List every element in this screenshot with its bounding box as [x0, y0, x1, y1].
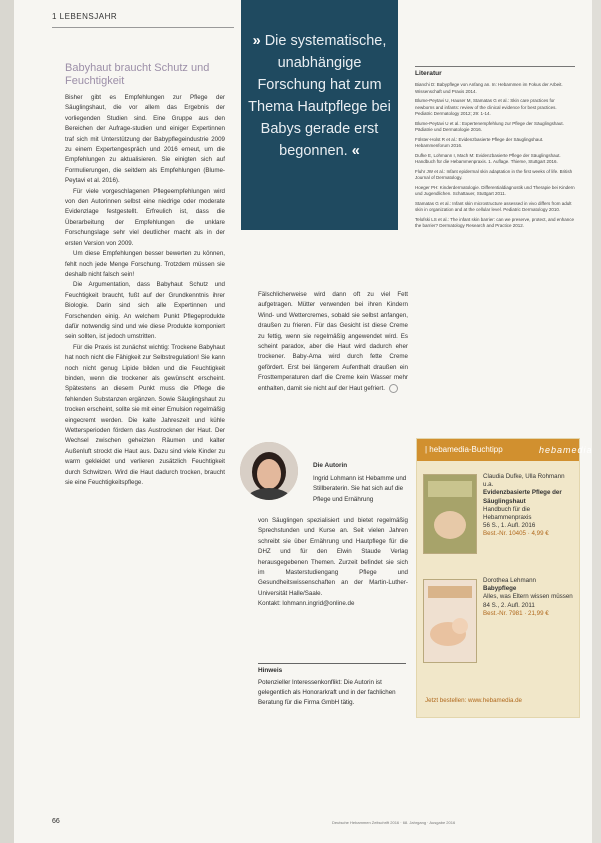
page-number: 66	[52, 818, 60, 825]
body-paragraph: Fälschlicherweise wird dann oft zu viel Fett aufgetragen. Mütter verwenden bei ihren Kindern Wind- und Wettercremes, sobald sie selbst anfangen, draußen zu frieren. Für das Gesicht ist diese Creme zu fettig, wenn sie regelmäßig angewendet wird. Es scheint paradox, aber die Haut wird dadurch eher trockener. Baby-Ama wird durch fette Creme gefördert. Erst bei längerem Aufenthalt draußen ein Frosttemperaturen darf die Creme kein Wasser mehr enthalten, damit sie nicht auf der Haut gefriert.	[258, 291, 408, 392]
author-photo	[240, 442, 298, 500]
book-tip-header	[417, 439, 593, 461]
book-authors: Claudia Dufke, Ulla Rohmann u.a.	[483, 473, 565, 489]
author-contact: Kontakt: lohmann.ingrid@online.de	[258, 600, 355, 608]
literature-divider	[415, 66, 575, 67]
book-authors: Dorothea Lehmann	[483, 577, 536, 584]
section-header: 1 LEBENSJAHR	[52, 12, 118, 21]
hinweis-text: Potenzieller Interessenkonflikt: Die Autorin ist gelegentlich als Honorarkraft und in der fachlichen Beratung für die Firma GmbH tätig.	[258, 679, 396, 706]
book-cover-1[interactable]	[423, 474, 477, 554]
book-edition: 56 S., 1. Aufl. 2016	[483, 522, 536, 530]
order-link[interactable]: Jetzt bestellen: www.hebamedia.de	[425, 697, 522, 704]
book-subtitle: Handbuch für die Hebammenpraxis	[483, 505, 532, 522]
page-footer: Deutsche Hebammen Zeitschrift 2016 · 68. Jahrgang · Ausgabe 2016	[332, 820, 456, 825]
article-end-icon	[389, 384, 398, 393]
book-subtitle: Alles, was Eltern wissen müssen	[483, 593, 573, 601]
book-price: Best.-Nr. 10405 · 4,99 €	[483, 530, 549, 538]
book-edition: 84 S., 2. Aufl. 2011	[483, 601, 535, 609]
hebamedia-logo: hebamedia	[539, 445, 593, 455]
body-paragraph: Für die Praxis ist zunächst wichtig: Trockene Babyhaut hat noch nicht die Fähigkeit zur Selbstregulation! Sie kann noch nicht genug Lipide bilden und die Feuchtigkeit binden, wenn die trockener als gewünscht erscheint. Spätestens an diesem Punkt muss die Pflege die fehlenden Substanzen ergänzen. Sowie Säuglingshaut zu trocken erscheint, sollte sie mit einer Emulsion regelmäßig eingecremt werden. Die kalte Jahreszeit und kühle Wettersperioden fördern das Austrocknen der Haut. Der Wechsel zwischen geheizten Räumen und kalter Außenluft strockt die Haut aus. Dazu sind viele Kinder zu warm gekleidet und verlieren zusätzlich Feuchtigkeit durch Schwitzen. Wird die Haut dadurch trocken, braucht sie eine Feuchtigkeitspflege.	[65, 343, 225, 487]
body-paragraph: Die Argumentation, dass Babyhaut Schutz und Feuchtigkeit braucht, fußt auf der Grundkenntnis ihrer Biologie. Darin sind sich alle Expertinnen und Forschenden einig. An welchem Punkt Pflegeprodukte dafür notwendig sind und wie diese Produkte komponiert sein sollten, ist jedoch umstritten.	[65, 281, 225, 341]
book-price: Best.-Nr. 7981 · 21,99 €	[483, 609, 549, 617]
literature-entry: Hoeger PH: Kinderdermatologie. Differentialdiagnostik und Therapie bei Kindern und Jugendlichen. Schattauer, Stuttgart 2011.	[415, 184, 575, 196]
literature-entry: Telofski LS et al.: The infant skin barrier: can we preserve, protect, and enhance the barrier? Dermatology Research and Practice 2012.	[415, 216, 575, 228]
quote-open-mark: »	[252, 33, 261, 49]
hinweis-heading: Hinweis	[258, 667, 283, 674]
body-column-2	[258, 290, 408, 420]
author-bio	[258, 516, 408, 648]
body-paragraph: Bisher gibt es Empfehlungen zur Pflege der Säuglingshaut, die vor allem das Ergebnis der vorliegenden Studien sind. Eine Gruppe aus den Bereichen der Aufrage-studien und einiger Expertinnen traf sich mit Unterstützung der Babypflegeindustrie 2009 zu einem Expertengespräch und 2016 erneut, um die Empfehlungen zu aktualisieren. Sie einigten sich auf Formulierungen, die seitdem als Empfehlungen (Blume-Peytavi et al. 2016).	[65, 94, 225, 185]
literature-entry: Fluhr JW et al.: Infant epidermal skin adaptation in the first weeks of life. British Journal of Dermatology.	[415, 168, 573, 180]
body-paragraph: Um diese Empfehlungen besser bewerten zu können, fehlt noch jede Menge Forschung. Trotzdem müssen sie deshalb nicht falsch sein!	[65, 250, 225, 278]
pull-quote	[241, 0, 398, 230]
author-heading: Die Autorin	[313, 462, 348, 469]
book-info-1	[483, 473, 575, 539]
pull-quote-text: Die systematische, unabhängige Forschung hat zum Thema Hautpflege bei Babys gerade erst begonnen.	[248, 33, 391, 159]
literature-entry: Blume-Peytavi U, Hauser M, Stamatas G et al.: Skin care practices for newborns and infants: review of the clinical evidence for best practices. Pediatric Dermatology 2012; 29: 1-14.	[415, 98, 557, 116]
literature-heading: Literatur	[415, 70, 442, 77]
page-right-edge	[592, 0, 601, 843]
literature-entry: Blume-Peytavi U et al.: Expertenempfehlung zur Pflege der Säuglingshaut. Pädiatrie und Dermatologie 2016.	[415, 120, 564, 132]
book-tip-title: | hebamedia-Buchtipp	[425, 445, 503, 454]
body-paragraph: Für viele vorgeschlagenen Pflegeempfehlungen wird von den Autorinnen selbst eine niedrige oder moderate Evidenzlage festgestellt. Erfreulich ist, dass die Überarbeitung der Empfehlungen die unklare Forschungslage sehr viel deutlicher macht als in der ersten Version von 2009.	[65, 187, 225, 247]
header-divider	[52, 27, 234, 28]
book-cover-2[interactable]	[423, 579, 477, 663]
hinweis-divider	[258, 663, 406, 664]
author-bio-text: von Säuglingen spezialisiert und bietet regelmäßig Sprechstunden und Kurse an. Seit vielen Jahren schreibt sie über Ernährung und Hautpflege für die DHZ und für den Elwin Staude Verlag herausgegebenen Themen. Zurzeit befindet sie sich im Masterstudiengang Pflege und Gesundheitswissenschaften an der Martin-Luther-Universität Halle/Saale.	[258, 517, 408, 597]
author-intro: Ingrid Lohmann ist Hebamme und Stillberaterin. Sie hat sich auf die Pflege und Ernährung	[313, 475, 407, 503]
page-fold-edge	[0, 0, 14, 843]
literature-entry: Stamatas G et al.: Infant skin microstructure assessed in vivo differs from adult skin in organization and at the cellular level. Pediatric Dermatology 2010.	[415, 200, 572, 212]
literature-list	[415, 82, 575, 427]
body-column-1	[65, 93, 225, 708]
quote-close-mark: «	[351, 143, 360, 159]
literature-entry: Bianchi D: Babypflege von Anfang an. In: Hebammen im Fokus der Arbeit. Wissenschaft und Praxis 2014.	[415, 82, 563, 94]
literature-entry: Dufke E, Lohmann I, Mach M: Evidenzbasierte Pflege der Säuglingshaut. Handbuch für die Hebammenpraxis. 1. Auflage. Thieme, Stuttgart 2016.	[415, 152, 561, 164]
book-title: Babypflege	[483, 585, 517, 593]
book-tip-box	[416, 438, 593, 718]
book-title: Evidenzbasierte Pflege der Säuglingshaut	[483, 489, 562, 505]
literature-entry: Fölster-Holst R et al.: Evidenzbasierte Pflege der Säuglingshaut. Hebammenforum 2016.	[415, 136, 544, 148]
book-info-2	[483, 577, 575, 618]
article-subheading: Babyhaut braucht Schutz und Feuchtigkeit	[65, 62, 210, 87]
